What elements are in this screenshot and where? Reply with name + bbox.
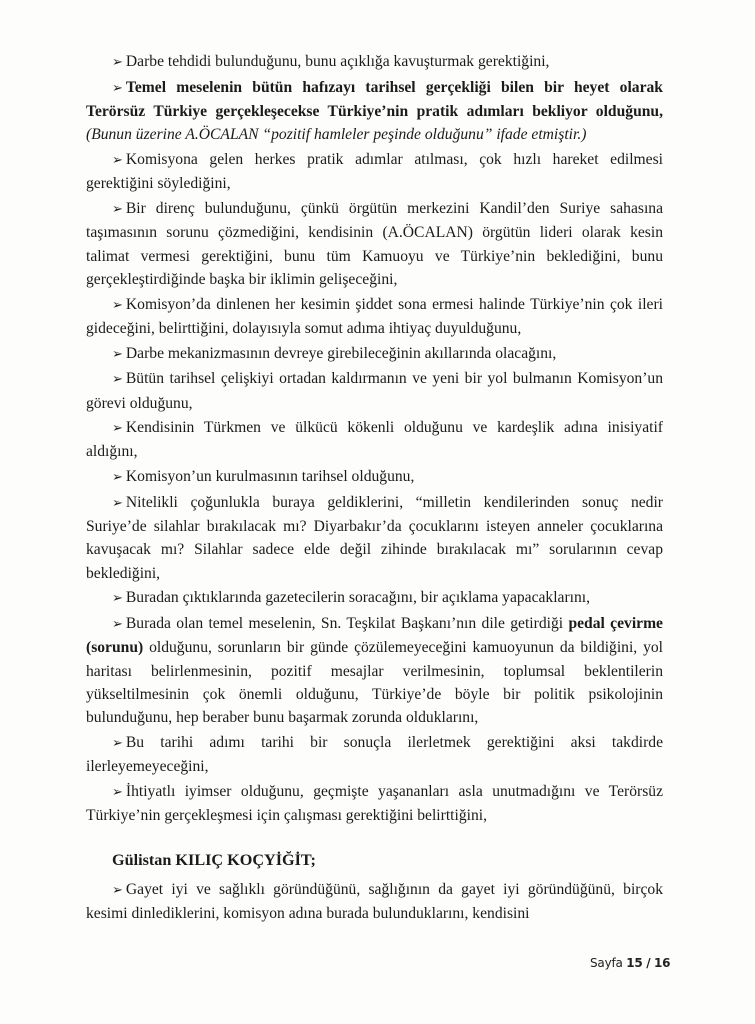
speaker-statement-list xyxy=(86,878,663,926)
paragraph-text: Burada olan temel meselenin, Sn. Teşkilat Başkanı’nın dile getirdiği xyxy=(125,615,569,633)
arrow-bullet-icon: ➢ xyxy=(112,55,123,70)
document-body xyxy=(86,50,663,927)
speaker-heading: Gülistan KILIÇ KOÇYİĞİT; xyxy=(112,850,316,869)
bullet-paragraph xyxy=(86,367,663,415)
paragraph-text: Komisyona gelen herkes pratik adımlar atılması, çok hızlı hareket edilmesi gerektiğini söylediğini, xyxy=(86,150,663,193)
bullet-paragraph xyxy=(86,148,663,196)
arrow-bullet-icon: ➢ xyxy=(112,617,123,633)
page-number xyxy=(590,956,670,970)
paragraph-text: Nitelikli çoğunlukla buraya geldiklerini, “milletin kendilerinden sonuç nedir Suriye’de silahlar bırakılacak mı? Diyarbakır’da çocuklarını isteyen anneler çocuklarına kavuşacak mı? Silahlar sadece elde değil zihinde bırakılacak mı” sorularının cevap beklediğini, xyxy=(86,493,663,582)
paragraph-text: Kendisinin Türkmen ve ülkücü kökenli olduğunu ve kardeşlik adına inisiyatif aldığını, xyxy=(86,419,663,461)
bullet-paragraph xyxy=(86,465,663,489)
paragraph-text: Buradan çıktıklarında gazetecilerin soracağını, bir açıklama yapacaklarını, xyxy=(125,589,591,607)
bullet-paragraph xyxy=(86,586,663,610)
bullet-paragraph xyxy=(86,612,663,729)
arrow-bullet-icon: ➢ xyxy=(112,346,123,362)
bullet-paragraph xyxy=(86,731,663,779)
paragraph-text: Bütün tarihsel çelişkiyi ortadan kaldırmanın ve yeni bir yol bulmanın Komisyon’un görevi olduğunu, xyxy=(86,370,663,412)
page-separator: / xyxy=(646,956,651,970)
paragraph-text: Komisyon’da dinlenen her kesimin şiddet sona ermesi halinde Türkiye’nin çok ileri gideceğini, belirttiğini, dolayısıyla somut adıma ihtiyaç duyulduğunu, xyxy=(86,295,663,337)
paragraph-text: Bu tarihi adımı tarihi bir sonuçla ilerletmek gerektiğini aksi takdirde ilerleyemeyeceğini, xyxy=(86,734,663,776)
paragraph-text: Gayet iyi ve sağlıklı göründüğünü, sağlığının da gayet iyi göründüğünü, birçok kesimi dinlediklerini, komisyon adına burada bulunduklarını, kendisini xyxy=(86,880,663,923)
arrow-bullet-icon: ➢ xyxy=(112,297,123,313)
statement-list xyxy=(86,50,663,828)
paragraph-text: olduğunu, sorunların bir günde çözülemeyeceğini kamuoyunun da bildiğini, yol haritası belirlenmesinin, pozitif mesajlar verilmesinin, toplumsal beklentilerin yükseltilmesinin çok önemli olduğunu, Türkiye’de böyle bir politik psikolojinin bulunduğunu, hep beraber bunu başarmak zorunda olduklarını, xyxy=(86,639,663,727)
arrow-bullet-icon: ➢ xyxy=(112,470,123,486)
paragraph-text: (Bunun üzerine A.ÖCALAN “pozitif hamleler peşinde olduğunu” ifade etmiştir.) xyxy=(86,126,587,144)
bullet-paragraph xyxy=(86,491,663,585)
current-page: 15 xyxy=(626,956,643,970)
paragraph-text: İhtiyatlı iyimser olduğunu, geçmişte yaşananları asla unutmadığını ve Terörsüz Türkiye’nin gerçekleşmesi için çalışması gerektiğini belirttiğini, xyxy=(86,782,663,825)
page-label: Sayfa xyxy=(590,956,623,970)
arrow-bullet-icon: ➢ xyxy=(112,882,123,898)
arrow-bullet-icon: ➢ xyxy=(112,736,123,751)
paragraph-text: Bir direnç bulunduğunu, çünkü örgütün merkezini Kandil’den Suriye sahasına taşımasının sorunu çözmediğini, kendisinin (A.ÖCALAN) örgütün lideri olarak kesin talimat vermesi gerektiğini, bunu tüm Kamuoyu ve Türkiye’nin beklediğini, bunu gerçekleştirdiğinde başka bir iklimin gelişeceğini, xyxy=(86,199,663,288)
arrow-bullet-icon: ➢ xyxy=(112,372,123,388)
arrow-bullet-icon: ➢ xyxy=(112,201,123,217)
arrow-bullet-icon: ➢ xyxy=(112,591,123,607)
arrow-bullet-icon: ➢ xyxy=(112,784,123,800)
arrow-bullet-icon: ➢ xyxy=(112,80,123,96)
paragraph-text: Darbe mekanizmasının devreye girebileceğinin akıllarında olacağını, xyxy=(125,344,557,362)
bullet-paragraph xyxy=(86,293,663,341)
arrow-bullet-icon: ➢ xyxy=(112,152,123,168)
total-pages: 16 xyxy=(654,956,671,970)
bullet-paragraph xyxy=(86,197,663,291)
arrow-bullet-icon: ➢ xyxy=(112,421,123,437)
paragraph-text: Temel meselenin bütün hafızayı tarihsel gerçekliği bilen bir heyet olarak Terörsüz Türkiye gerçekleşecekse Türkiye’nin pratik adımları bekliyor olduğunu, xyxy=(86,78,663,120)
paragraph-text: Darbe tehdidi bulunduğunu, bunu açıklığa kavuşturmak gerektiğini, xyxy=(125,53,550,70)
arrow-bullet-icon: ➢ xyxy=(112,495,123,511)
paragraph-text: Komisyon’un kurulmasının tarihsel olduğunu, xyxy=(125,468,415,486)
bullet-paragraph xyxy=(86,50,663,74)
bullet-paragraph xyxy=(86,76,663,147)
bullet-paragraph xyxy=(86,342,663,366)
bullet-paragraph xyxy=(86,878,663,926)
paragraph-text: pedal çevirme (sorunu) xyxy=(86,615,663,657)
bullet-paragraph xyxy=(86,780,663,828)
bullet-paragraph xyxy=(86,416,663,464)
